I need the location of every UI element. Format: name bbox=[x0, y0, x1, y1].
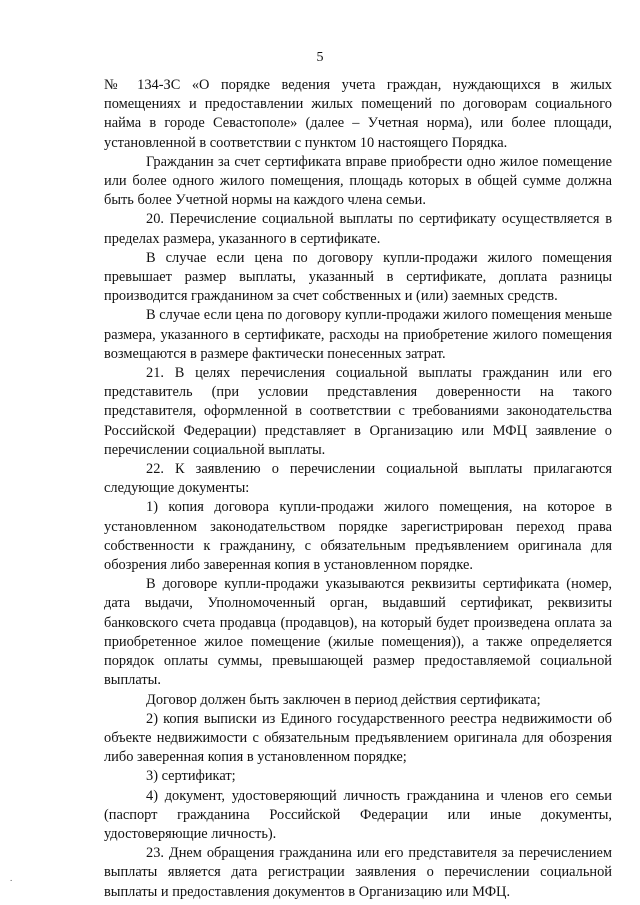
paragraph: 23. Днем обращения гражданина или его представителя за перечислением выплаты является дата регистрации заявления о перечислении социальной выплаты и предоставления документов в Организацию или МФЦ. bbox=[104, 845, 612, 900]
paragraph: Гражданин за счет сертификата вправе приобрести одно жилое помещение или более одного жилого помещения, площадь которых в общей сумме должна быть более Учетной нормы на каждого члена семьи. bbox=[104, 153, 612, 209]
list-item: 3) сертификат; bbox=[146, 768, 236, 785]
list-item: 1) копия договора купли-продажи жилого помещения, на которое в установленном законодательством порядке зарегистрирован переход права собственности к гражданину, с обязательным предъявлением оригинала для обозрения либо заверенная копия в установленном порядке. bbox=[104, 499, 612, 574]
document-body bbox=[104, 76, 612, 902]
paragraph: № 134-ЗС «О порядке ведения учета граждан, нуждающихся в жилых помещениях и предоставлении жилых помещений по договорам социального найма в городе Севастополе» (далее – Учетная норма), или более площади, установленной в соответствии с пунктом 10 настоящего Порядка. bbox=[104, 77, 612, 151]
paragraph: 20. Перечисление социальной выплаты по сертификату осуществляется в пределах размера, указанного в сертификате. bbox=[104, 211, 612, 247]
paragraph: 22. К заявлению о перечислении социальной выплаты прилагаются следующие документы: bbox=[104, 461, 612, 497]
paragraph: Договор должен быть заключен в период действия сертификата; bbox=[146, 691, 541, 708]
list-item: 2) копия выписки из Единого государственного реестра недвижимости об объекте недвижимости с обязательным предъявлением оригинала для обозрения либо заверенная копия в установленном порядке; bbox=[104, 710, 612, 766]
list-item: 4) документ, удостоверяющий личность гражданина и членов его семьи (паспорт гражданина Российской Федерации или иные документы, удостоверяющие личность). bbox=[104, 787, 612, 842]
scan-mark: . bbox=[10, 873, 13, 883]
paragraph: В договоре купли-продажи указываются реквизиты сертификата (номер, дата выдачи, Уполномоченный орган, выдавший сертификат, реквизиты банковского счета продавца (продавцов), на который будет произведена оплата за приобретенное жилое помещение (жилые помещения)), а также определяется порядок оплаты суммы, превышающей размер предоставляемой социальной выплаты. bbox=[104, 576, 612, 689]
paragraph: 21. В целях перечисления социальной выплаты гражданин или его представитель (при условии представления доверенности на такого представителя, оформленной в соответствии с требованиями законодательства Российской Федерации) представляет в Организацию или МФЦ заявление о перечислении социальной выплаты. bbox=[104, 365, 612, 458]
paragraph: В случае если цена по договору купли-продажи жилого помещения превышает размер выплаты, указанный в сертификате, доплата разницы производится гражданином за счет собственных и (или) заемных средств. bbox=[104, 249, 612, 305]
paragraph: В случае если цена по договору купли-продажи жилого помещения меньше размера, указанного в сертификате, расходы на приобретение жилого помещения возмещаются в размере фактически понесенных затрат. bbox=[104, 307, 612, 362]
page-number: 5 bbox=[316, 50, 324, 65]
